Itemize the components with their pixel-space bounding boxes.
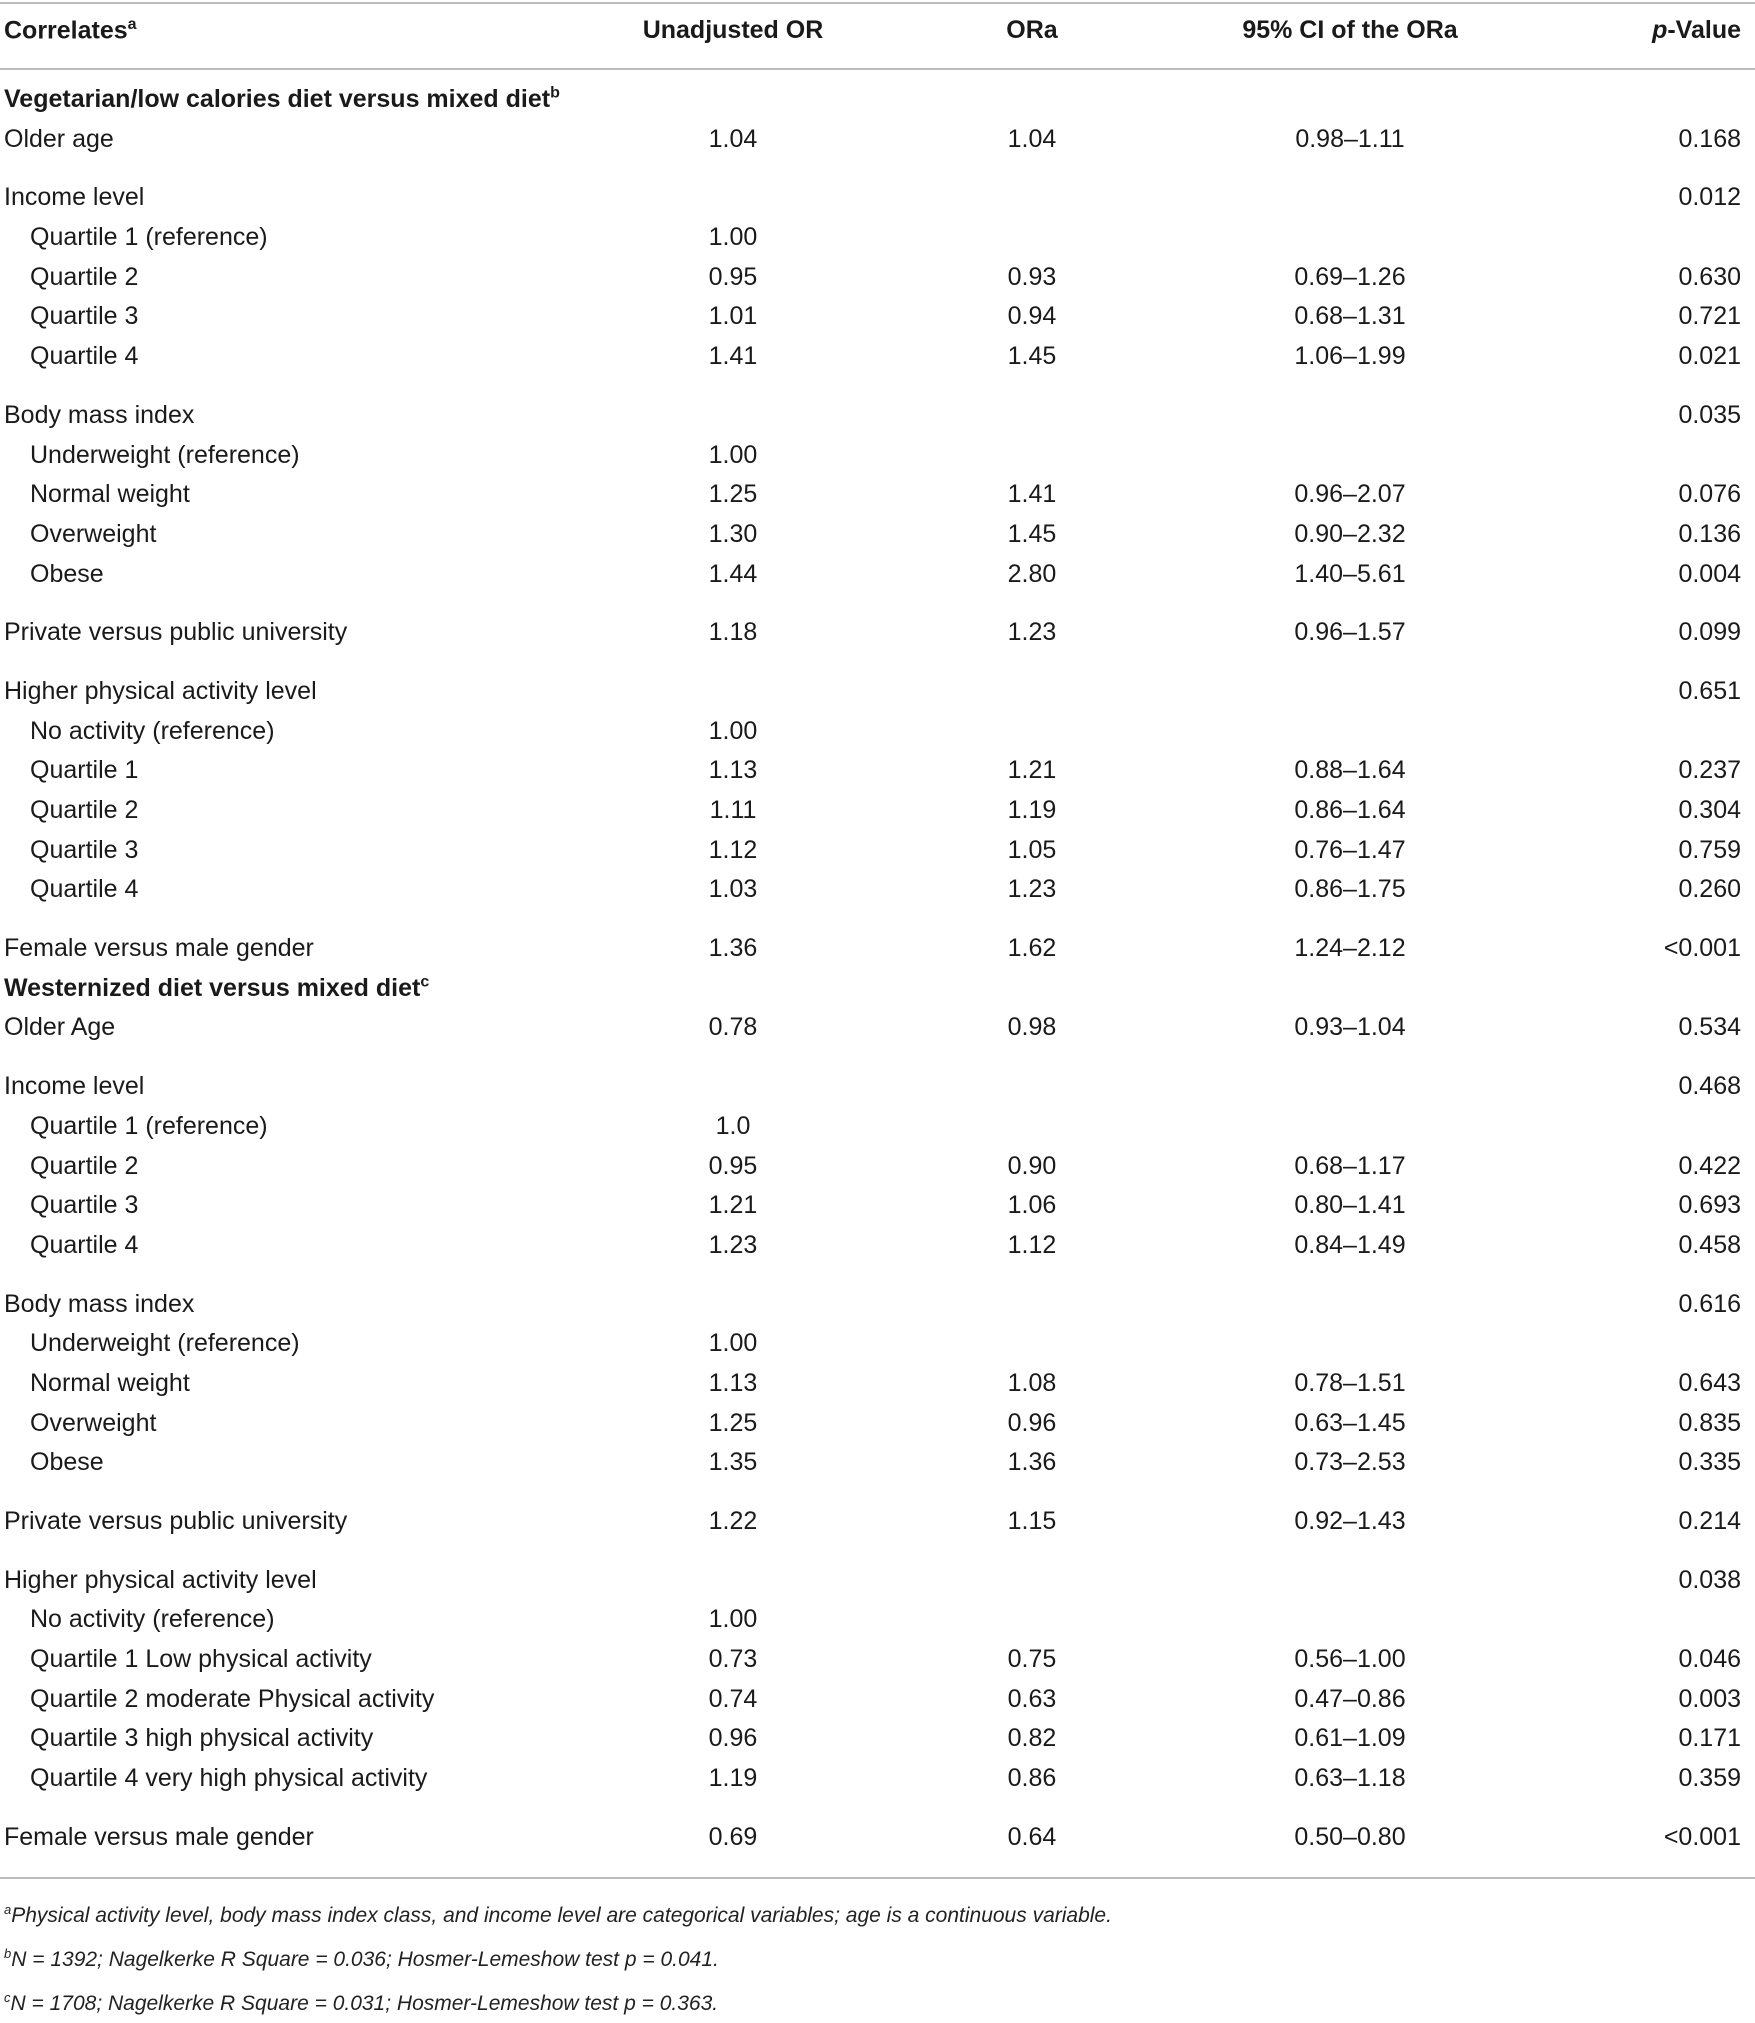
cell-ora: 0.86 xyxy=(1007,1764,1057,1793)
cell-ora: 1.36 xyxy=(1007,1448,1057,1477)
cell-p-value: 0.651 xyxy=(1678,676,1741,705)
cell-correlate: Normal weight xyxy=(30,480,190,509)
cell-correlate: Obese xyxy=(30,559,104,588)
cell-unadjusted-or: 1.22 xyxy=(708,1507,758,1535)
cell-ci: 0.88–1.64 xyxy=(1294,756,1406,785)
cell-unadjusted-or: 1.04 xyxy=(708,124,758,153)
cell-unadjusted-or: 1.23 xyxy=(708,1230,758,1259)
cell-ora: 2.80 xyxy=(1007,559,1057,588)
cell-ci: 0.93–1.04 xyxy=(1294,1013,1406,1042)
cell-p-value: 0.046 xyxy=(1678,1645,1741,1674)
cell-ora: 0.63 xyxy=(1007,1684,1057,1713)
table-row xyxy=(0,791,1755,831)
table-row xyxy=(0,337,1755,377)
cell-p-value: 0.136 xyxy=(1678,519,1741,548)
cell-unadjusted-or: 1.13 xyxy=(708,756,758,785)
section-heading xyxy=(0,969,1755,1009)
cell-ora: 1.23 xyxy=(1007,875,1057,904)
table-row xyxy=(0,1443,1755,1483)
cell-p-value: 0.035 xyxy=(1678,400,1741,429)
cell-unadjusted-or: 0.73 xyxy=(708,1645,758,1674)
cell-ora: 0.64 xyxy=(1007,1822,1057,1851)
cell-p-value: 0.171 xyxy=(1678,1724,1741,1753)
cell-correlate: Quartile 1 (reference) xyxy=(30,223,268,252)
cell-unadjusted-or: 1.36 xyxy=(708,934,758,963)
cell-correlate: Quartile 4 very high physical activity xyxy=(30,1764,428,1793)
table-row xyxy=(0,1186,1755,1226)
cell-p-value: 0.214 xyxy=(1678,1507,1741,1535)
cell-ci: 0.68–1.17 xyxy=(1294,1151,1406,1180)
cell-unadjusted-or: 0.74 xyxy=(708,1684,758,1713)
cell-correlate: Quartile 4 xyxy=(30,342,139,371)
cell-correlate: Obese xyxy=(30,1448,104,1477)
cell-correlate: Quartile 2 xyxy=(30,262,139,291)
table-header xyxy=(0,0,1755,66)
footnote xyxy=(4,1891,1744,1935)
cell-correlate: Quartile 3 high physical activity xyxy=(30,1724,374,1753)
cell-ci: 0.73–2.53 xyxy=(1294,1448,1406,1477)
cell-correlate: Older age xyxy=(4,124,114,153)
cell-p-value: 0.359 xyxy=(1678,1764,1741,1793)
cell-p-value: 0.021 xyxy=(1678,342,1741,371)
cell-unadjusted-or: 1.00 xyxy=(708,1329,758,1358)
cell-ora: 1.19 xyxy=(1007,796,1057,824)
table-row xyxy=(0,555,1755,595)
cell-unadjusted-or: 1.25 xyxy=(708,1408,758,1437)
cell-ci: 0.86–1.75 xyxy=(1294,875,1406,904)
cell-ora: 1.12 xyxy=(1007,1230,1057,1259)
section-heading xyxy=(0,80,1755,120)
cell-unadjusted-or: 1.30 xyxy=(708,519,758,548)
cell-correlate: Body mass index xyxy=(4,1289,195,1318)
cell-correlate: Body mass index xyxy=(4,400,195,429)
cell-ora: 0.90 xyxy=(1007,1151,1057,1180)
table-row xyxy=(0,1285,1755,1325)
cell-ci: 0.50–0.80 xyxy=(1294,1822,1406,1851)
table-row xyxy=(0,1147,1755,1187)
cell-unadjusted-or: 1.00 xyxy=(708,1605,758,1634)
footnote-text: N = 1392; Nagelkerke R Square = 0.036; Hosmer-Lemeshow test p = 0.041. xyxy=(11,1948,719,1971)
cell-ci: 0.69–1.26 xyxy=(1294,262,1406,291)
cell-correlate: Overweight xyxy=(30,519,157,548)
table-body xyxy=(0,80,1755,1858)
cell-p-value: 0.643 xyxy=(1678,1368,1741,1397)
cell-p-value: 0.260 xyxy=(1678,875,1741,904)
cell-ci: 0.78–1.51 xyxy=(1294,1368,1406,1397)
table-row xyxy=(0,1404,1755,1444)
cell-correlate: Higher physical activity level xyxy=(4,1565,317,1594)
table-row xyxy=(0,1226,1755,1266)
footnote-mark: b xyxy=(4,1946,12,1961)
header-unadjusted-or: Unadjusted OR xyxy=(642,16,824,44)
cell-ora: 1.41 xyxy=(1007,480,1057,509)
cell-p-value: 0.693 xyxy=(1678,1191,1741,1220)
cell-p-value: <0.001 xyxy=(1663,934,1741,963)
table-row xyxy=(0,436,1755,476)
cell-unadjusted-or: 1.21 xyxy=(708,1191,758,1220)
footnote-mark: a xyxy=(4,1902,12,1917)
footnote-mark: c xyxy=(4,1990,11,2005)
section-title-wrap xyxy=(4,80,560,120)
section-footnote-mark: b xyxy=(550,84,560,102)
header-rule xyxy=(0,68,1755,70)
table-row xyxy=(0,712,1755,752)
section-title: Westernized diet versus mixed diet xyxy=(4,973,421,1002)
cell-unadjusted-or: 1.41 xyxy=(708,342,758,371)
table-row xyxy=(0,297,1755,337)
cell-unadjusted-or: 0.78 xyxy=(708,1013,758,1042)
table-row xyxy=(0,1067,1755,1107)
table-row xyxy=(0,396,1755,436)
cell-ci: 0.68–1.31 xyxy=(1294,302,1406,331)
table-row xyxy=(0,1561,1755,1601)
cell-ora: 1.15 xyxy=(1007,1507,1057,1535)
footnote-text: N = 1708; Nagelkerke R Square = 0.031; Hosmer-Lemeshow test p = 0.363. xyxy=(10,1992,719,2015)
cell-p-value: 0.004 xyxy=(1678,559,1741,588)
table-row xyxy=(0,120,1755,160)
cell-unadjusted-or: 0.69 xyxy=(708,1822,758,1851)
cell-p-value: 0.012 xyxy=(1678,183,1741,212)
cell-unadjusted-or: 1.0 xyxy=(715,1111,751,1140)
cell-unadjusted-or: 1.00 xyxy=(708,440,758,469)
cell-unadjusted-or: 1.25 xyxy=(708,480,758,509)
table-row xyxy=(0,929,1755,969)
cell-p-value: 0.003 xyxy=(1678,1684,1741,1713)
cell-correlate: Private versus public university xyxy=(4,618,348,647)
cell-ci: 0.96–1.57 xyxy=(1294,618,1406,647)
footnote-text: Physical activity level, body mass index class, and income level are categorical variables; age is a continuous variable. xyxy=(11,1904,1112,1927)
table-row xyxy=(0,1818,1755,1858)
table-row xyxy=(0,870,1755,910)
cell-ora: 1.08 xyxy=(1007,1368,1057,1397)
cell-ci: 0.96–2.07 xyxy=(1294,480,1406,509)
table-row xyxy=(0,751,1755,791)
cell-correlate: Normal weight xyxy=(30,1368,190,1397)
section-title: Vegetarian/low calories diet versus mixed diet xyxy=(4,85,551,113)
table-row xyxy=(0,1600,1755,1640)
cell-ora: 1.04 xyxy=(1007,124,1057,153)
cell-correlate: Quartile 4 xyxy=(30,1230,139,1259)
cell-unadjusted-or: 1.19 xyxy=(708,1764,758,1793)
cell-unadjusted-or: 1.44 xyxy=(708,559,758,588)
cell-ci: 0.84–1.49 xyxy=(1294,1230,1406,1259)
cell-p-value: 0.099 xyxy=(1678,618,1741,647)
table-row xyxy=(0,672,1755,712)
header-ora: ORa xyxy=(1006,16,1058,44)
cell-p-value: 0.038 xyxy=(1678,1565,1741,1594)
cell-p-value: 0.759 xyxy=(1678,835,1741,864)
table-row xyxy=(0,1719,1755,1759)
cell-unadjusted-or: 1.01 xyxy=(708,302,758,331)
cell-p-value: 0.630 xyxy=(1678,262,1741,291)
cell-unadjusted-or: 1.12 xyxy=(708,835,758,864)
cell-ci: 0.92–1.43 xyxy=(1294,1507,1406,1535)
cell-ci: 0.98–1.11 xyxy=(1295,124,1405,153)
cell-ora: 0.93 xyxy=(1007,262,1057,291)
cell-ora: 0.94 xyxy=(1007,302,1057,331)
cell-correlate: Income level xyxy=(4,183,145,212)
cell-ora: 1.45 xyxy=(1007,519,1057,548)
header-ci: 95% CI of the ORa xyxy=(1242,16,1458,44)
cell-p-value: 0.335 xyxy=(1678,1448,1741,1477)
cell-unadjusted-or: 0.95 xyxy=(708,262,758,291)
table-row xyxy=(0,475,1755,515)
cell-correlate: Quartile 3 xyxy=(30,1191,139,1220)
table-row xyxy=(0,1680,1755,1720)
cell-correlate: Quartile 4 xyxy=(30,875,139,904)
cell-unadjusted-or: 1.18 xyxy=(708,618,758,647)
cell-ci: 0.61–1.09 xyxy=(1294,1724,1406,1753)
cell-correlate: No activity (reference) xyxy=(30,1605,275,1634)
cell-correlate: Quartile 2 xyxy=(30,1151,139,1180)
cell-ci: 0.47–0.86 xyxy=(1294,1684,1406,1713)
cell-p-value: 0.468 xyxy=(1678,1072,1741,1101)
cell-p-value: 0.422 xyxy=(1678,1151,1741,1180)
cell-ora: 1.23 xyxy=(1007,618,1057,647)
section-footnote-mark: c xyxy=(420,973,430,991)
cell-correlate: Underweight (reference) xyxy=(30,1329,300,1358)
table-row xyxy=(0,613,1755,653)
cell-ci: 0.63–1.18 xyxy=(1294,1764,1406,1793)
cell-unadjusted-or: 0.95 xyxy=(708,1151,758,1180)
cell-correlate: Quartile 3 xyxy=(30,835,139,864)
cell-ci: 1.40–5.61 xyxy=(1294,559,1406,588)
footnote xyxy=(4,1935,1744,1979)
header-p-value: p-Value xyxy=(1652,16,1741,44)
cell-ci: 0.86–1.64 xyxy=(1294,796,1406,824)
cell-ora: 1.62 xyxy=(1007,934,1057,963)
table-row xyxy=(0,1759,1755,1799)
cell-unadjusted-or: 1.11 xyxy=(709,796,757,824)
table-row xyxy=(0,1008,1755,1048)
cell-p-value: 0.304 xyxy=(1678,796,1741,824)
cell-unadjusted-or: 1.00 xyxy=(708,223,758,252)
cell-p-value: 0.076 xyxy=(1678,480,1741,509)
cell-correlate: Underweight (reference) xyxy=(30,440,300,469)
table-row xyxy=(0,515,1755,555)
cell-unadjusted-or: 1.03 xyxy=(708,875,758,904)
cell-p-value: 0.168 xyxy=(1678,124,1741,153)
cell-correlate: Female versus male gender xyxy=(4,934,314,963)
table-row xyxy=(0,1364,1755,1404)
cell-ci: 0.76–1.47 xyxy=(1294,835,1406,864)
table-footnotes xyxy=(4,1891,1744,2023)
cell-correlate: Overweight xyxy=(30,1408,157,1437)
cell-p-value: <0.001 xyxy=(1663,1822,1741,1851)
cell-p-value: 0.534 xyxy=(1678,1013,1741,1042)
header-correlates-sup: a xyxy=(127,16,137,33)
bottom-rule xyxy=(0,1877,1755,1879)
cell-ora: 0.82 xyxy=(1007,1724,1057,1753)
table-row xyxy=(0,258,1755,298)
table-row xyxy=(0,831,1755,871)
table-row xyxy=(0,178,1755,218)
cell-correlate: Quartile 3 xyxy=(30,302,139,331)
cell-correlate: Higher physical activity level xyxy=(4,676,317,705)
cell-ci: 0.63–1.45 xyxy=(1294,1408,1406,1437)
cell-p-value: 0.616 xyxy=(1678,1289,1741,1318)
table-row xyxy=(0,1324,1755,1364)
cell-ora: 1.06 xyxy=(1007,1191,1057,1220)
table-row xyxy=(0,218,1755,258)
cell-correlate: Female versus male gender xyxy=(4,1822,314,1851)
cell-correlate: Quartile 1 (reference) xyxy=(30,1111,268,1140)
cell-correlate: Quartile 2 xyxy=(30,796,139,824)
cell-ora: 1.05 xyxy=(1007,835,1057,864)
cell-correlate: Quartile 1 Low physical activity xyxy=(30,1645,372,1674)
cell-ci: 0.90–2.32 xyxy=(1294,519,1406,548)
cell-unadjusted-or: 1.00 xyxy=(708,716,758,745)
cell-p-value: 0.237 xyxy=(1678,756,1741,785)
cell-correlate: Income level xyxy=(4,1072,145,1101)
cell-unadjusted-or: 1.35 xyxy=(708,1448,758,1477)
cell-ora: 0.96 xyxy=(1007,1408,1057,1437)
cell-ora: 0.98 xyxy=(1007,1013,1057,1042)
cell-correlate: Quartile 1 xyxy=(30,756,139,785)
cell-unadjusted-or: 1.13 xyxy=(708,1368,758,1397)
header-correlates: Correlates$^a$ xyxy=(4,16,137,45)
cell-correlate: Older Age xyxy=(4,1013,116,1042)
cell-correlate: Quartile 2 moderate Physical activity xyxy=(30,1684,435,1713)
cell-correlate: Private versus public university xyxy=(4,1507,348,1535)
cell-ora: 1.45 xyxy=(1007,342,1057,371)
cell-p-value: 0.835 xyxy=(1678,1408,1741,1437)
cell-p-value: 0.721 xyxy=(1678,302,1741,331)
cell-ora: 1.21 xyxy=(1007,756,1057,785)
cell-ora: 0.75 xyxy=(1007,1645,1057,1674)
table-row xyxy=(0,1107,1755,1147)
table-row xyxy=(0,1640,1755,1680)
footnote xyxy=(4,1979,1744,2023)
cell-unadjusted-or: 0.96 xyxy=(708,1724,758,1753)
cell-p-value: 0.458 xyxy=(1678,1230,1741,1259)
cell-ci: 1.24–2.12 xyxy=(1294,934,1406,963)
cell-ci: 1.06–1.99 xyxy=(1294,342,1406,371)
table-row xyxy=(0,1502,1755,1542)
cell-ci: 0.80–1.41 xyxy=(1294,1191,1406,1220)
cell-ci: 0.56–1.00 xyxy=(1294,1645,1406,1674)
section-title-wrap xyxy=(4,969,429,1009)
cell-correlate: No activity (reference) xyxy=(30,716,275,745)
